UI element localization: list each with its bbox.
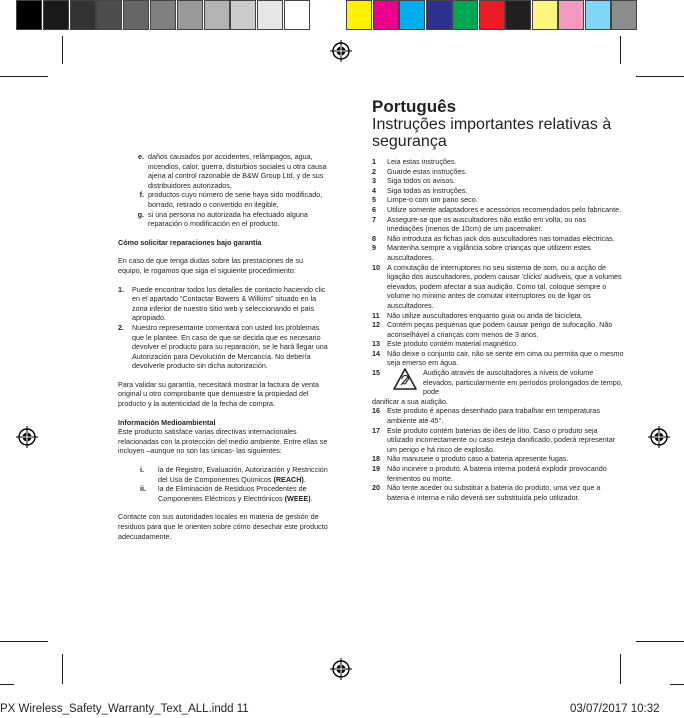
list-item: 19 Não incinere o produto. A bateria interna poderá explodir provocando ferimentos ou morte.: [372, 464, 607, 483]
color-swatch: [505, 0, 531, 30]
list-item: 1. Puede encontrar todos los detalles de contacto haciendo clic en el apartado “Contactar Bowers & Wilkins” situado en la zona inferior de nuestro sitio web y seleccionando el país apropiado.: [118, 284, 326, 323]
env-text: Este producto satisface varias directivas internacionales relacionadas con la protección del medio ambiente. Entre ellas se incluyen –aunque no son las únicas- las siguientes:: [118, 427, 328, 456]
color-swatch: [177, 0, 203, 30]
color-swatch: [123, 0, 149, 30]
registration-mark-icon: [16, 426, 38, 448]
portuguese-safety-column: [372, 98, 624, 502]
list-item: 2. Nuestro representante comentará con usted los problemas que le plantee. En caso de que se decida que es necesario devolver el producto para su reparación, se le hará llegar una Autorización para Devolución de Mercancía. No debería devolverle producto sin dicha autorización.: [118, 322, 328, 371]
repair-heading: Cómo solicitar reparaciones bajo garantía: [118, 237, 262, 247]
color-swatch: [96, 0, 122, 30]
list-item: g. si una persona no autorizada ha efectuado alguna reparación o modificación en el producto.: [137, 209, 308, 229]
crop-mark: [62, 36, 63, 64]
page-title: Instruções importantes relativas à segurança: [372, 116, 612, 150]
color-swatch: [70, 0, 96, 30]
language-heading: Português: [372, 97, 457, 116]
list-item: 15 Audição através de auscultadores a níveis de volume elevados, particularmente em períodos prolongados de tempo, pode danificar a sua audição.: [372, 368, 623, 406]
list-item: 11 Não utilize auscultadores enquanto guia ou anda de bicicleta.: [372, 310, 583, 320]
list-item: 1 Leia estas instruções.: [372, 157, 457, 166]
registration-mark-icon: [330, 40, 352, 62]
color-swatch: [399, 0, 425, 30]
color-swatch: [452, 0, 478, 30]
color-swatch: [346, 0, 372, 30]
list-item: 10 A comutação de interruptores no seu sistema de som, ou a acção de ligação dos auscultadores, podem causar ‘clicks’ audíveis, que a volumes elevados, podem afectar a sua audição. Como tal, coloque sempre o volume no mínimo antes de comutar interruptores ou de ligar os auscultadores.: [372, 262, 622, 310]
color-swatch: [479, 0, 505, 30]
registration-mark-icon: [330, 658, 352, 680]
validate-paragraph: Para validar su garantía, necesitará mostrar la factura de venta original u otro comprobante que demuestre la propiedad del producto y la autenticidad de la fecha de compra.: [118, 379, 319, 409]
list-item: i. la de Registro, Evaluación, Autorización y Restricción del Uso de Componentes Químicos (REACH).: [140, 465, 328, 484]
list-item: 5 Limpe-o com um pano seco.: [372, 195, 478, 205]
list-item: 18 Não manuseie o produto caso a bateria apresente fugas.: [372, 454, 569, 464]
color-swatch: [611, 0, 637, 30]
crop-mark: [0, 76, 48, 77]
list-item: 12 Contém peças pequenas que podem causar perigo de sufocação. Não aconselhável a crianças com menos de 3 anos.: [372, 320, 613, 339]
slug-filename: PX Wireless_Safety_Warranty_Text_ALL.indd 11: [0, 703, 249, 715]
color-swatch: [150, 0, 176, 30]
list-item: 20 Não tente aceder ou substituir a bateria do produto, uma vez que a bateria é interna e não deverá ser substituída pelo utilizador.: [372, 483, 601, 502]
list-item: 3 Siga todos os avisos.: [372, 176, 455, 186]
repair-intro: En caso de que tenga dudas sobre las prestaciones de su equipo, le rogamos que siga el siguiente procedimiento:: [118, 256, 304, 275]
color-swatch: [43, 0, 69, 30]
list-item: 9 Mantenha sempre a vigilância sobre crianças que utilizem estes auscultadores.: [372, 243, 591, 262]
crop-mark: [620, 36, 621, 64]
hearing-warning-icon: [393, 368, 417, 390]
crop-mark: [62, 654, 63, 684]
crop-mark: [636, 641, 684, 642]
color-swatch: [16, 0, 42, 30]
list-item: 4 Siga todas as instruções.: [372, 185, 468, 195]
crop-mark: [636, 76, 684, 77]
crop-mark: [0, 641, 48, 642]
list-item: 13 Este produto contém material magnético.: [372, 339, 519, 349]
crop-mark: [620, 654, 621, 684]
list-item: 14 Não deixe o conjunto cair, não se sente em cima ou permita que o mesmo seja emerso em água.: [372, 348, 624, 368]
color-swatch: [426, 0, 452, 30]
color-swatch: [585, 0, 611, 30]
list-item: 2 Guarde estas instruções.: [372, 166, 467, 176]
crop-mark: [0, 684, 14, 685]
list-item: e. daños causados por accidentes, relámpagos, agua, incendios, calor, guerra, disturbios sociales u otra causa ajena al control razonable de B&W Group Ltd. y de sus distribuidores autorizados,: [138, 152, 327, 190]
list-item: 17 Este produto contém baterias de iões de lítio. Caso o produto seja utilizado incorrectamente ou caso esteja danificado, poderá representar um perigo e há risco de explosão.: [372, 425, 616, 454]
list-item: 16 Este produto é apenas desenhado para trabalhar em temperaturas ambiente até 45°.: [372, 406, 600, 426]
color-swatch: [230, 0, 256, 30]
color-swatch: [284, 0, 310, 30]
list-item: 8 Não introduza as fichas jack dos auscultadores nas tomadas eléctricas.: [372, 233, 615, 243]
list-item: 6 Utilize somente adaptadores e acessórios recomendados pelo fabricante.: [372, 204, 622, 214]
contact-paragraph: Contacte con sus autoridades locales en materia de gestión de residuos para que le orienten sobre cómo desechar este producto adecuadamente.: [118, 512, 328, 541]
spanish-warranty-column: [118, 152, 328, 541]
color-swatch: [558, 0, 584, 30]
color-swatch: [204, 0, 230, 30]
list-item: ii. la de Eliminación de Residuos Procedentes de Componentes Eléctricos y Electrónicos (WEEE).: [140, 484, 313, 503]
slug-date: 03/07/2017 10:32: [570, 703, 660, 715]
color-swatch: [373, 0, 399, 30]
crop-mark: [670, 684, 684, 685]
color-swatch: [532, 0, 558, 30]
registration-mark-icon: [648, 426, 670, 448]
list-item: f. productos cuyo número de serie haya sido modificado, borrado, retirado o convertido en ilegible,: [139, 190, 323, 209]
list-item: 7 Assegure-se que os auscultadores não estão em volta, ou nas imediações (menos de 10cm) de um pacemaker.: [372, 214, 586, 234]
env-heading: Información Medioambiental: [118, 417, 216, 427]
color-swatch: [257, 0, 283, 30]
